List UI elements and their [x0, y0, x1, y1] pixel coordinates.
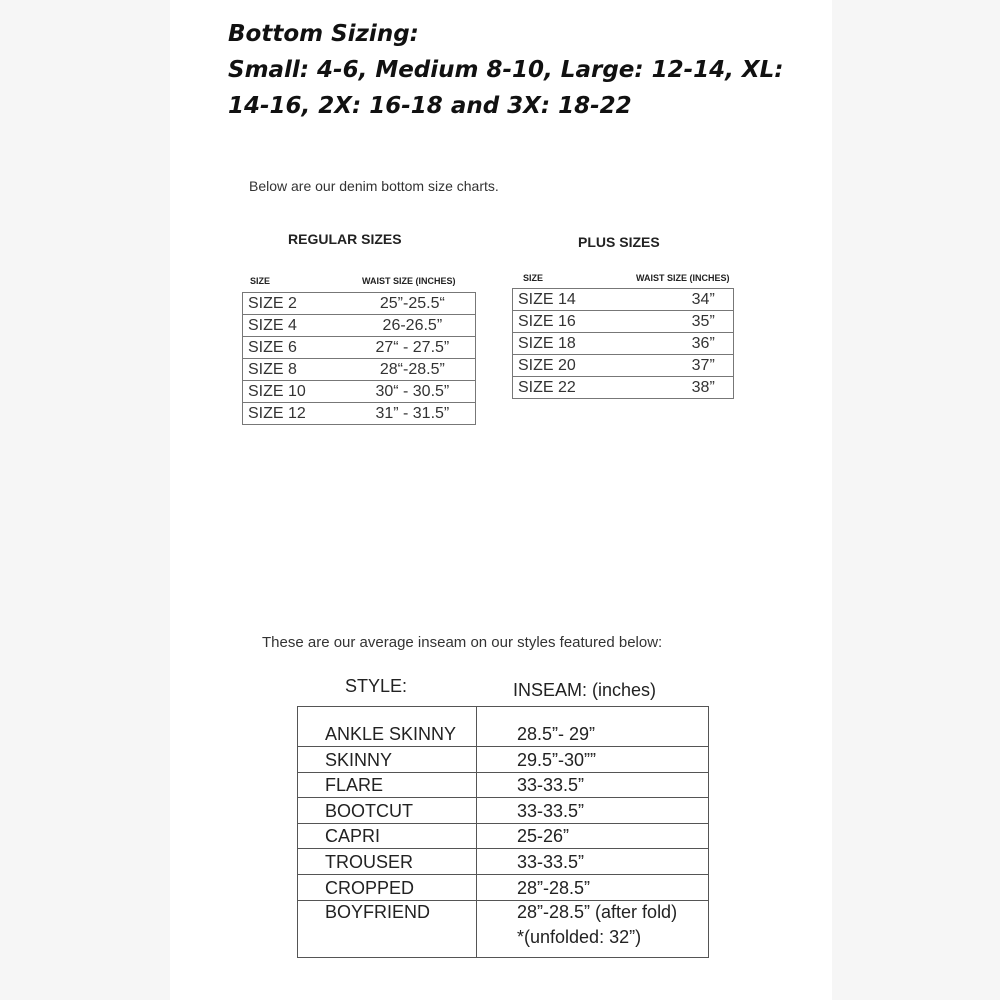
style-cell: CROPPED	[298, 874, 477, 900]
table-row	[298, 874, 709, 900]
size-cell: SIZE 10	[243, 381, 350, 403]
table-row	[298, 823, 709, 849]
table-row	[243, 403, 476, 425]
style-cell: ANKLE SKINNY	[298, 707, 477, 747]
table-row	[243, 381, 476, 403]
inseam-cell: 33-33.5”	[477, 849, 709, 875]
table-row	[243, 359, 476, 381]
plus-waist-column-header: WAIST SIZE (INCHES)	[636, 273, 730, 283]
waist-cell: 34”	[673, 289, 733, 311]
style-cell: SKINNY	[298, 747, 477, 773]
size-cell: SIZE 6	[243, 337, 350, 359]
waist-cell: 25”-25.5“	[350, 293, 476, 315]
heading-line-3: 14-16, 2X: 16-18 and 3X: 18-22	[228, 93, 632, 119]
inseam-value: 28”-28.5” (after fold)	[517, 901, 678, 922]
inseam-cell: 29.5”-30””	[477, 747, 709, 773]
style-cell: BOOTCUT	[298, 798, 477, 824]
size-cell: SIZE 18	[513, 333, 674, 355]
table-row	[513, 377, 734, 399]
size-cell: SIZE 16	[513, 311, 674, 333]
inseam-table	[297, 706, 709, 958]
waist-cell: 31” - 31.5”	[350, 403, 476, 425]
style-cell: TROUSER	[298, 849, 477, 875]
inseam-cell: 25-26”	[477, 823, 709, 849]
heading-line-1: Bottom Sizing:	[228, 21, 419, 47]
table-row	[513, 355, 734, 377]
waist-cell: 37”	[673, 355, 733, 377]
table-row	[513, 333, 734, 355]
size-cell: SIZE 8	[243, 359, 350, 381]
plus-sizes-title: PLUS SIZES	[578, 234, 660, 250]
plus-sizes-table	[512, 288, 734, 399]
size-cell: SIZE 20	[513, 355, 674, 377]
table-row	[243, 315, 476, 337]
plus-size-column-header: SIZE	[523, 273, 544, 283]
style-cell: CAPRI	[298, 823, 477, 849]
waist-cell: 27“ - 27.5”	[350, 337, 476, 359]
inseam-intro: These are our average inseam on our styles featured below:	[262, 634, 663, 651]
table-row	[298, 772, 709, 798]
size-cell: SIZE 14	[513, 289, 674, 311]
inseam-note: *(unfolded: 32”)	[517, 926, 642, 947]
size-cell: SIZE 22	[513, 377, 674, 399]
bottom-sizing-heading	[228, 16, 808, 124]
inseam-cell: 28”-28.5”	[477, 874, 709, 900]
table-row	[243, 293, 476, 315]
inseam-column-header: INSEAM: (inches)	[513, 680, 657, 700]
inseam-cell: 33-33.5”	[477, 772, 709, 798]
regular-size-column-header: SIZE	[250, 276, 271, 286]
waist-cell: 35”	[673, 311, 733, 333]
waist-cell: 26-26.5”	[350, 315, 476, 337]
regular-waist-column-header: WAIST SIZE (INCHES)	[362, 276, 456, 286]
inseam-cell: 28.5”- 29”	[477, 707, 709, 747]
style-column-header: STYLE:	[345, 676, 408, 696]
regular-sizes-title: REGULAR SIZES	[288, 231, 402, 247]
heading-line-2: Small: 4-6, Medium 8-10, Large: 12-14, XL:	[228, 57, 784, 83]
table-row	[513, 311, 734, 333]
table-row	[298, 707, 709, 747]
size-chart-intro: Below are our denim bottom size charts.	[249, 178, 499, 194]
table-row	[298, 900, 709, 957]
table-row	[243, 337, 476, 359]
waist-cell: 28“-28.5”	[350, 359, 476, 381]
inseam-cell: 33-33.5”	[477, 798, 709, 824]
size-cell: SIZE 4	[243, 315, 350, 337]
table-row	[298, 747, 709, 773]
inseam-cell	[477, 900, 709, 957]
size-cell: SIZE 2	[243, 293, 350, 315]
waist-cell: 38”	[673, 377, 733, 399]
table-row	[298, 849, 709, 875]
table-row	[298, 798, 709, 824]
waist-cell: 30“ - 30.5”	[350, 381, 476, 403]
regular-sizes-table	[242, 292, 476, 425]
style-cell: FLARE	[298, 772, 477, 798]
style-cell: BOYFRIEND	[298, 900, 477, 957]
table-row	[513, 289, 734, 311]
waist-cell: 36”	[673, 333, 733, 355]
size-cell: SIZE 12	[243, 403, 350, 425]
